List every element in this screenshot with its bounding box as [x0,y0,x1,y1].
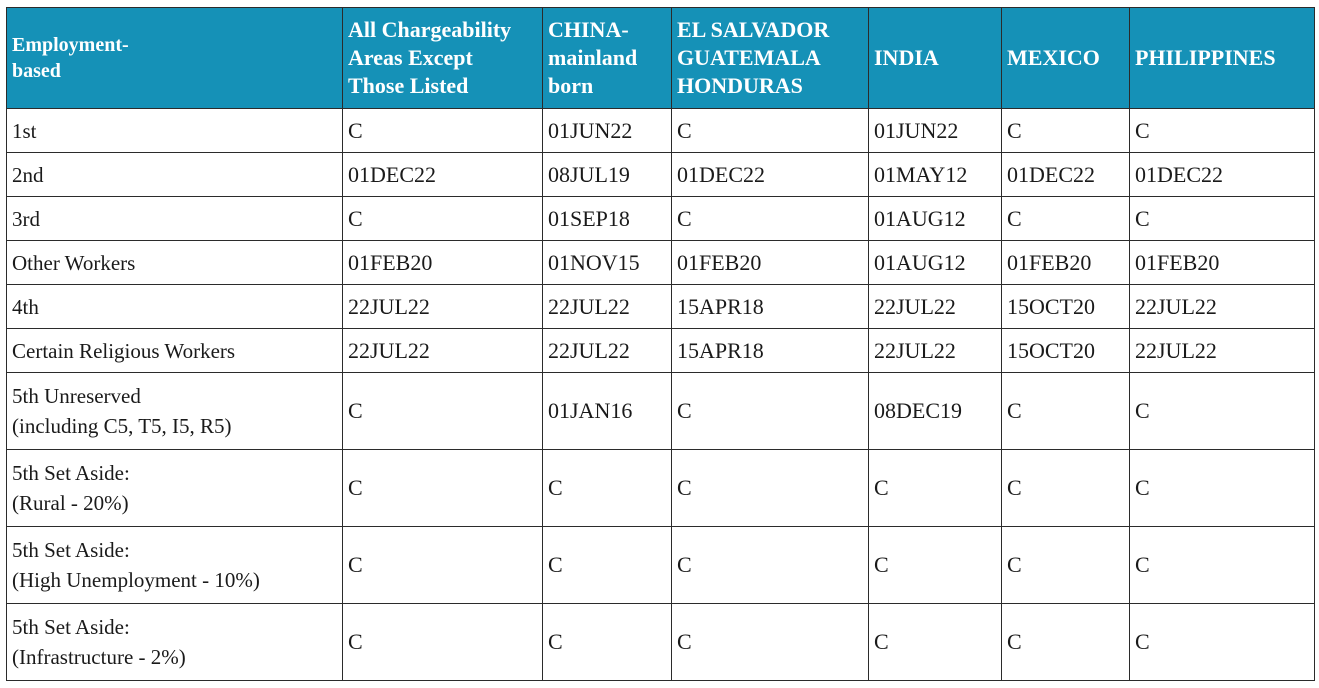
header-row [7,8,1315,109]
column-header-line: CHINA- [548,17,629,42]
row-label-line: Certain Religious Workers [12,338,236,363]
cell-india: C [869,604,1002,681]
table-row [7,373,1315,450]
column-header-line: Those Listed [348,73,469,98]
cell-india: 22JUL22 [869,329,1002,373]
cell-china-mainland-born: 08JUL19 [543,153,672,197]
table-row [7,153,1315,197]
cell-india: 01MAY12 [869,153,1002,197]
row-label [7,197,343,241]
column-header-line: GUATEMALA [677,45,821,70]
cell-all-chargeability-areas: C [343,527,543,604]
cell-mexico: 15OCT20 [1002,285,1130,329]
column-header-line: PHILIPPINES [1135,45,1276,70]
cell-el-salvador-guatemala-honduras: C [672,109,869,153]
table-row [7,241,1315,285]
cell-mexico: C [1002,373,1130,450]
table-row [7,329,1315,373]
row-label [7,109,343,153]
cell-philippines: C [1130,450,1315,527]
cell-philippines: C [1130,373,1315,450]
cell-mexico: C [1002,604,1130,681]
row-label-line: 5th Set Aside: [12,615,130,639]
cell-india: 01AUG12 [869,197,1002,241]
cell-china-mainland-born: 22JUL22 [543,329,672,373]
cell-china-mainland-born: 01NOV15 [543,241,672,285]
column-header-employment-based [7,8,343,109]
cell-all-chargeability-areas: 01FEB20 [343,241,543,285]
column-header-line: mainland [548,45,638,70]
column-header-line: EL SALVADOR [677,17,830,42]
row-label-line: Other Workers [12,250,136,275]
row-label-line: 1st [12,118,37,143]
cell-all-chargeability-areas: 01DEC22 [343,153,543,197]
cell-mexico: C [1002,450,1130,527]
column-header-india [869,8,1002,109]
row-label-line: (Rural - 20%) [12,491,129,515]
visa-bulletin-table [6,7,1315,681]
cell-all-chargeability-areas: C [343,450,543,527]
cell-india: C [869,450,1002,527]
row-label-line: 5th Set Aside: [12,461,130,485]
cell-philippines: 01DEC22 [1130,153,1315,197]
row-label-line: (including C5, T5, I5, R5) [12,414,232,438]
row-label [7,527,343,604]
cell-mexico: 01FEB20 [1002,241,1130,285]
table-row [7,527,1315,604]
cell-india: 01JUN22 [869,109,1002,153]
cell-mexico: 01DEC22 [1002,153,1130,197]
column-header-line: HONDURAS [677,73,803,98]
cell-all-chargeability-areas: C [343,197,543,241]
column-header-all-chargeability-areas [343,8,543,109]
cell-india: 22JUL22 [869,285,1002,329]
cell-el-salvador-guatemala-honduras: 15APR18 [672,329,869,373]
cell-china-mainland-born: 22JUL22 [543,285,672,329]
cell-el-salvador-guatemala-honduras: C [672,197,869,241]
row-label [7,450,343,527]
cell-all-chargeability-areas: 22JUL22 [343,329,543,373]
column-header-line: Employment- [12,34,129,56]
row-label-line: (High Unemployment - 10%) [12,568,260,592]
cell-mexico: C [1002,527,1130,604]
cell-el-salvador-guatemala-honduras: C [672,450,869,527]
column-header-philippines [1130,8,1315,109]
cell-philippines: C [1130,109,1315,153]
cell-philippines: 01FEB20 [1130,241,1315,285]
table-row [7,109,1315,153]
cell-all-chargeability-areas: C [343,373,543,450]
cell-china-mainland-born: 01JAN16 [543,373,672,450]
cell-china-mainland-born: 01JUN22 [543,109,672,153]
row-label [7,153,343,197]
cell-india: 08DEC19 [869,373,1002,450]
row-label [7,604,343,681]
cell-china-mainland-born: 01SEP18 [543,197,672,241]
cell-philippines: C [1130,197,1315,241]
row-label [7,241,343,285]
cell-china-mainland-born: C [543,604,672,681]
row-label-line: 5th Set Aside: [12,538,130,562]
cell-philippines: 22JUL22 [1130,329,1315,373]
row-label-line: 4th [12,294,39,319]
column-header-china-mainland-born [543,8,672,109]
cell-mexico: C [1002,197,1130,241]
cell-mexico: 15OCT20 [1002,329,1130,373]
table-row [7,604,1315,681]
cell-china-mainland-born: C [543,527,672,604]
row-label-line: 2nd [12,162,44,187]
row-label [7,329,343,373]
column-header-line: born [548,73,594,98]
cell-el-salvador-guatemala-honduras: 01DEC22 [672,153,869,197]
table-row [7,285,1315,329]
cell-el-salvador-guatemala-honduras: 01FEB20 [672,241,869,285]
cell-all-chargeability-areas: C [343,604,543,681]
cell-philippines: 22JUL22 [1130,285,1315,329]
cell-el-salvador-guatemala-honduras: C [672,604,869,681]
table-row [7,450,1315,527]
cell-china-mainland-born: C [543,450,672,527]
cell-india: 01AUG12 [869,241,1002,285]
cell-philippines: C [1130,604,1315,681]
row-label [7,285,343,329]
cell-el-salvador-guatemala-honduras: 15APR18 [672,285,869,329]
cell-el-salvador-guatemala-honduras: C [672,373,869,450]
table-header [7,8,1315,109]
row-label [7,373,343,450]
cell-mexico: C [1002,109,1130,153]
cell-el-salvador-guatemala-honduras: C [672,527,869,604]
column-header-mexico [1002,8,1130,109]
row-label-line: 3rd [12,206,40,231]
cell-all-chargeability-areas: C [343,109,543,153]
row-label-line: (Infrastructure - 2%) [12,645,186,669]
cell-philippines: C [1130,527,1315,604]
cell-india: C [869,527,1002,604]
column-header-line: All Chargeability [348,17,512,42]
table-row [7,197,1315,241]
row-label-line: 5th Unreserved [12,384,141,408]
column-header-el-salvador-guatemala-honduras [672,8,869,109]
column-header-line: INDIA [874,45,939,70]
column-header-line: based [12,60,61,82]
cell-all-chargeability-areas: 22JUL22 [343,285,543,329]
column-header-line: Areas Except [348,45,473,70]
table-body [7,109,1315,681]
column-header-line: MEXICO [1007,45,1100,70]
